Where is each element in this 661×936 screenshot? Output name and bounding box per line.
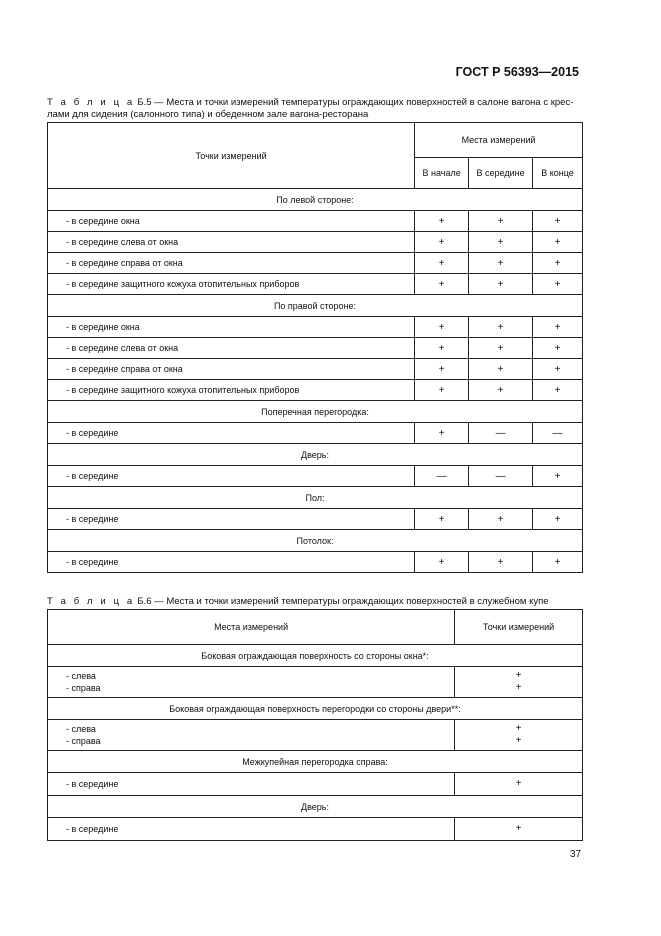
table5-row bbox=[48, 211, 583, 232]
table5-row bbox=[48, 359, 583, 380]
table5-mark: + bbox=[533, 274, 583, 295]
table6-row-marks bbox=[455, 667, 583, 698]
table6-row-marks bbox=[455, 720, 583, 751]
table5-mark: + bbox=[533, 211, 583, 232]
table5-mark: + bbox=[469, 253, 533, 274]
table6-row bbox=[48, 667, 583, 698]
table5-row-label: - в середине слева от окна bbox=[48, 232, 415, 253]
table5-mark: + bbox=[415, 274, 469, 295]
table5-mark: + bbox=[415, 380, 469, 401]
table6-row-label: - слева bbox=[66, 671, 96, 681]
table6-row-marks bbox=[455, 818, 583, 841]
table5-row-label: - в середине защитного кожуха отопительных приборов bbox=[48, 380, 415, 401]
table5-section-row bbox=[48, 444, 583, 466]
table5-mark: + bbox=[415, 552, 469, 573]
table5-section-title: По правой стороне: bbox=[48, 295, 583, 317]
table5-mark: + bbox=[415, 359, 469, 380]
table5-row bbox=[48, 338, 583, 359]
table6-row-marks bbox=[455, 773, 583, 796]
table5-mark: + bbox=[533, 232, 583, 253]
table5-mark: + bbox=[415, 232, 469, 253]
table6-caption-prefix: Т а б л и ц а bbox=[47, 596, 135, 607]
table5-mark: + bbox=[469, 338, 533, 359]
table5-row-label: - в середине справа от окна bbox=[48, 253, 415, 274]
table6-section-title: Боковая ограждающая поверхность перегородки со стороны двери**: bbox=[48, 698, 583, 720]
table5-row bbox=[48, 466, 583, 487]
table5-mark: + bbox=[469, 552, 533, 573]
table6-mark: + bbox=[515, 670, 522, 681]
table5-header-points: Точки измерений bbox=[48, 123, 415, 189]
table5-row bbox=[48, 423, 583, 444]
table5-mark: + bbox=[469, 509, 533, 530]
table5-mark: + bbox=[469, 211, 533, 232]
table6-caption bbox=[47, 596, 587, 608]
table5-row-label: - в середине bbox=[48, 509, 415, 530]
table5-mark: — bbox=[469, 423, 533, 444]
table5-section-row bbox=[48, 487, 583, 509]
table5-row-label: - в середине окна bbox=[48, 317, 415, 338]
table5-mark: — bbox=[415, 466, 469, 487]
table5-row-label: - в середине bbox=[48, 466, 415, 487]
table5-mark: + bbox=[415, 423, 469, 444]
table6-header-places: Места измерений bbox=[48, 610, 455, 645]
table5-mark: + bbox=[415, 509, 469, 530]
table5-section-row bbox=[48, 189, 583, 211]
table5-mark: + bbox=[533, 552, 583, 573]
table6-row-label: - в середине bbox=[66, 779, 119, 789]
table5-section-title: Поперечная перегородка: bbox=[48, 401, 583, 423]
table5-section-row bbox=[48, 401, 583, 423]
table5-row-label: - в середине справа от окна bbox=[48, 359, 415, 380]
table5-mark: + bbox=[533, 509, 583, 530]
table5-mark: + bbox=[469, 359, 533, 380]
table5-row bbox=[48, 274, 583, 295]
table5-mark: + bbox=[533, 359, 583, 380]
table6-section-row bbox=[48, 645, 583, 667]
table6-row-labels bbox=[48, 773, 455, 796]
table6-section-row bbox=[48, 751, 583, 773]
table5-mark: + bbox=[469, 232, 533, 253]
table6-row bbox=[48, 773, 583, 796]
table5-caption-prefix: Т а б л и ц а bbox=[47, 97, 135, 108]
table6-row-labels bbox=[48, 667, 455, 698]
table6-row-label: - в середине bbox=[66, 824, 119, 834]
table6-mark: + bbox=[515, 682, 522, 693]
table5-section-title: Дверь: bbox=[48, 444, 583, 466]
standard-number: ГОСТ Р 56393—2015 bbox=[455, 65, 579, 79]
table5-section-row bbox=[48, 295, 583, 317]
table6-section-row bbox=[48, 698, 583, 720]
table5-header-start: В начале bbox=[415, 158, 469, 189]
table5-mark: + bbox=[469, 317, 533, 338]
table5-mark: + bbox=[533, 317, 583, 338]
table6-row-labels bbox=[48, 720, 455, 751]
table6-caption-line1: Б.6 — Места и точки измерений температуры ограждающих поверхностей в служебном купе bbox=[137, 596, 549, 607]
table5-caption-line2: лами для сидения (салонного типа) и обеденном зале вагона-ресторана bbox=[47, 109, 369, 120]
table6-section-title: Боковая ограждающая поверхность со стороны окна*: bbox=[48, 645, 583, 667]
table5 bbox=[47, 122, 583, 573]
table6-body bbox=[48, 645, 583, 841]
page-number: 37 bbox=[570, 849, 582, 860]
table5-row-label: - в середине защитного кожуха отопительных приборов bbox=[48, 274, 415, 295]
table5-mark: + bbox=[533, 253, 583, 274]
table5-mark: — bbox=[533, 423, 583, 444]
table5-row bbox=[48, 317, 583, 338]
table6-header-points: Точки измерений bbox=[455, 610, 583, 645]
table5-row bbox=[48, 232, 583, 253]
table6-row bbox=[48, 720, 583, 751]
table6-mark: + bbox=[515, 735, 522, 746]
table5-row-label: - в середине bbox=[48, 423, 415, 444]
table6-row-label: - справа bbox=[66, 683, 101, 693]
table5-row bbox=[48, 552, 583, 573]
table6-mark: + bbox=[515, 778, 522, 789]
table5-body bbox=[48, 189, 583, 573]
table5-header-middle: В середине bbox=[469, 158, 533, 189]
table6-mark: + bbox=[515, 823, 522, 834]
table6-mark: + bbox=[515, 723, 522, 734]
table5-mark: + bbox=[415, 317, 469, 338]
table6-section-title: Межкупейная перегородка справа: bbox=[48, 751, 583, 773]
table6-row-labels bbox=[48, 818, 455, 841]
table6-row-label: - слева bbox=[66, 724, 96, 734]
table6 bbox=[47, 609, 583, 841]
table5-mark: — bbox=[469, 466, 533, 487]
table5-mark: + bbox=[533, 338, 583, 359]
table5-mark: + bbox=[415, 338, 469, 359]
table5-mark: + bbox=[415, 253, 469, 274]
table6-row bbox=[48, 818, 583, 841]
table5-section-title: По левой стороне: bbox=[48, 189, 583, 211]
table5-row-label: - в середине окна bbox=[48, 211, 415, 232]
table5-mark: + bbox=[533, 380, 583, 401]
table5-row bbox=[48, 380, 583, 401]
table6-section-row bbox=[48, 796, 583, 818]
table5-header-places: Места измерений bbox=[415, 123, 583, 158]
table5-caption-line1: Б.5 — Места и точки измерений температуры ограждающих поверхностей в салоне вагона с крес- bbox=[137, 97, 574, 108]
table5-mark: + bbox=[533, 466, 583, 487]
table5-mark: + bbox=[415, 211, 469, 232]
table5-row bbox=[48, 253, 583, 274]
table6-row-label: - справа bbox=[66, 736, 101, 746]
table5-section-row bbox=[48, 530, 583, 552]
table5-row-label: - в середине bbox=[48, 552, 415, 573]
table6-section-title: Дверь: bbox=[48, 796, 583, 818]
table5-row-label: - в середине слева от окна bbox=[48, 338, 415, 359]
table5-header-end: В конце bbox=[533, 158, 583, 189]
table5-mark: + bbox=[469, 380, 533, 401]
table5-mark: + bbox=[469, 274, 533, 295]
table5-row bbox=[48, 509, 583, 530]
table5-section-title: Потолок: bbox=[48, 530, 583, 552]
table5-section-title: Пол: bbox=[48, 487, 583, 509]
table5-caption bbox=[47, 97, 587, 121]
